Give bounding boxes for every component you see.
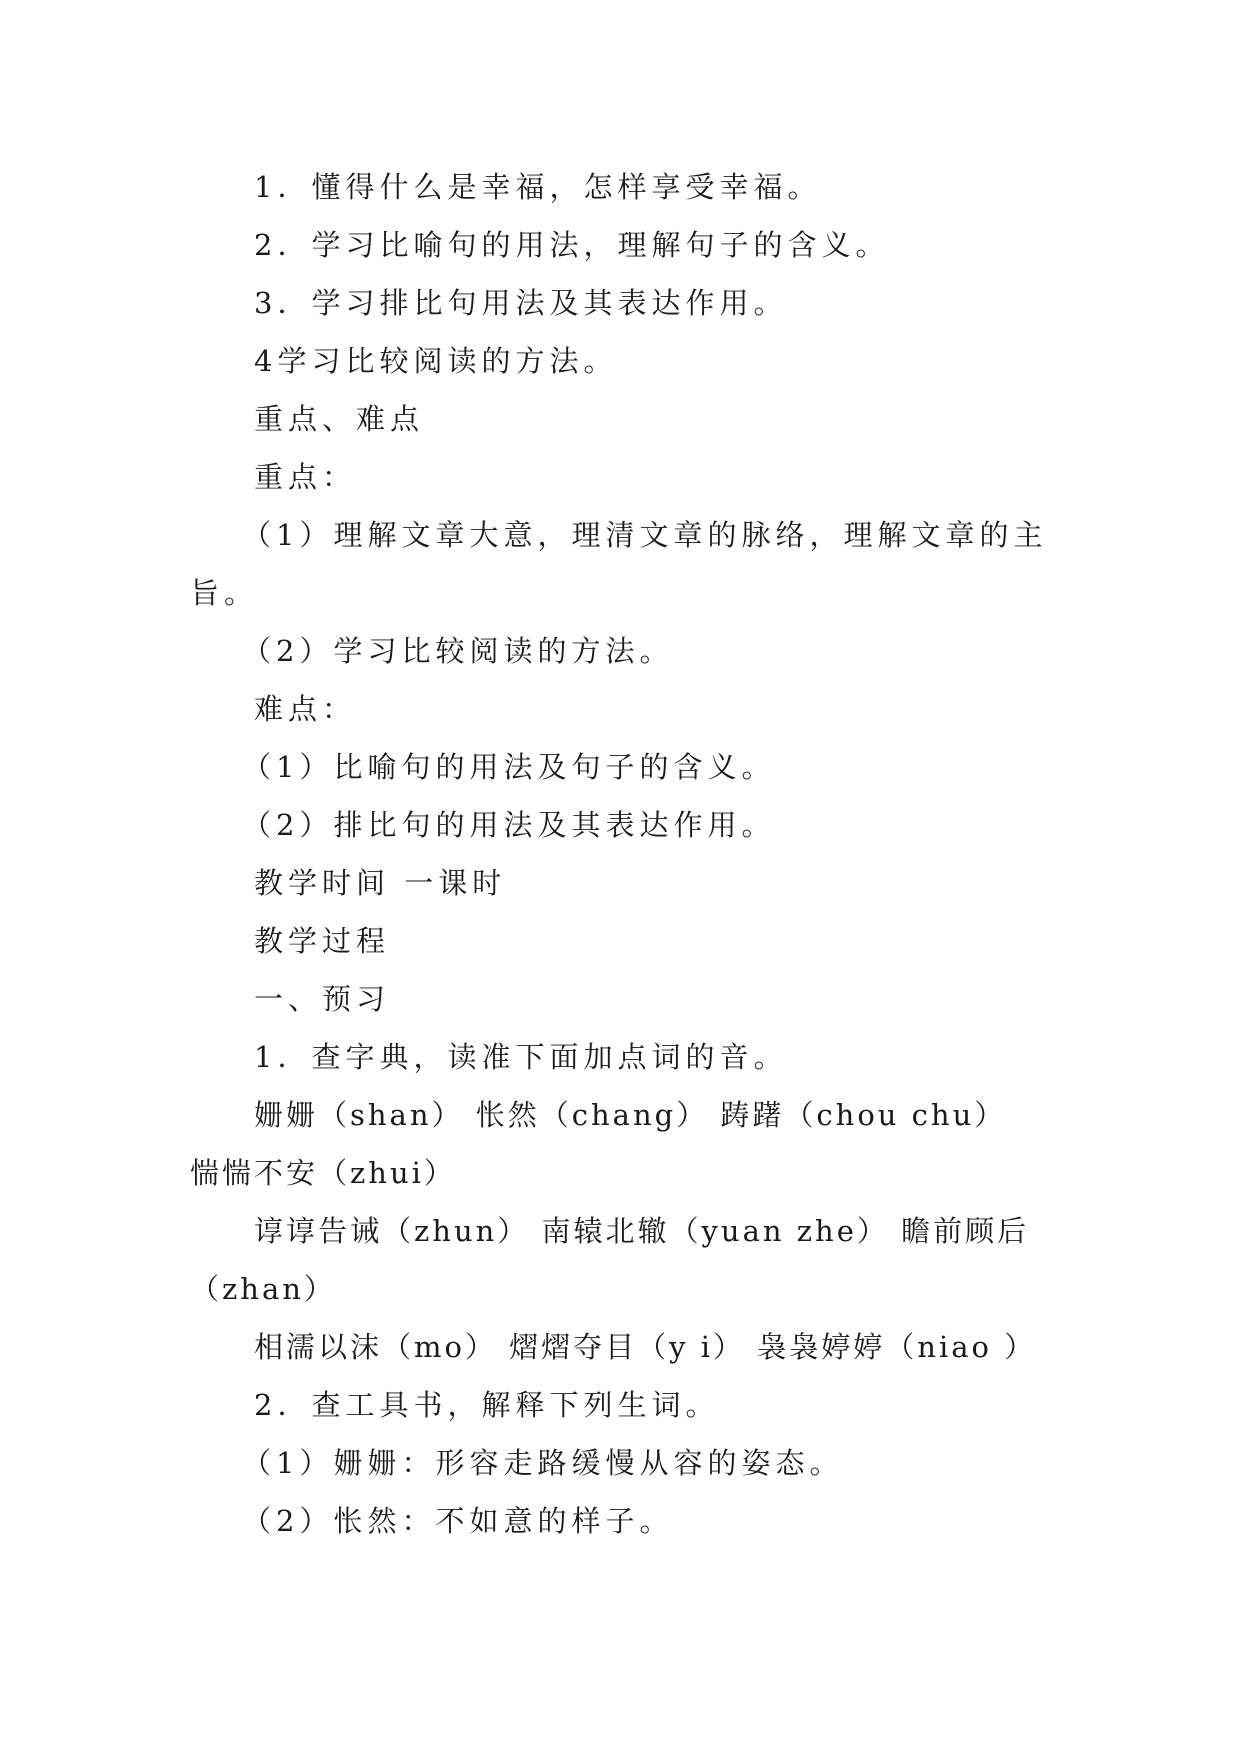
definition-1: （1）姗姗：形容走路缓慢从容的姿态。 bbox=[242, 1446, 844, 1480]
difficult-points-label: 难点： bbox=[254, 692, 357, 726]
objective-2: 2．学习比喻句的用法，理解句子的含义。 bbox=[254, 228, 890, 262]
pinyin-line-1: 姗姗（shan） 怅然（chang） 踌躇（chou chu） 惴惴不安（zhui） bbox=[190, 1098, 1007, 1190]
objective-4: 4学习比较阅读的方法。 bbox=[254, 344, 618, 378]
difficult-point-2: （2）排比句的用法及其表达作用。 bbox=[242, 808, 776, 842]
key-point-2: （2）学习比较阅读的方法。 bbox=[242, 634, 674, 668]
difficult-point-1: （1）比喻句的用法及句子的含义。 bbox=[242, 750, 776, 784]
pinyin-line-2: 谆谆告诫（zhun） 南辕北辙（yuan zhe） 瞻前顾后（zhan） bbox=[190, 1214, 1030, 1306]
objective-1: 1．懂得什么是幸福，怎样享受幸福。 bbox=[254, 170, 822, 204]
key-points-label: 重点： bbox=[254, 460, 357, 494]
teaching-process-heading: 教学过程 bbox=[254, 924, 391, 958]
preview-heading: 一、预习 bbox=[254, 982, 391, 1016]
pinyin-line-3: 相濡以沫（mo） 熠熠夺目（y i） 袅袅婷婷（niao ） bbox=[254, 1330, 1037, 1364]
teaching-time: 教学时间 一课时 bbox=[254, 866, 507, 900]
preview-task-1: 1．查字典，读准下面加点词的音。 bbox=[254, 1040, 788, 1074]
preview-task-2: 2．查工具书，解释下列生词。 bbox=[254, 1388, 720, 1422]
section-heading-key-points: 重点、难点 bbox=[254, 402, 425, 436]
document-body bbox=[190, 158, 1050, 1550]
key-point-1: （1）理解文章大意，理清文章的脉络，理解文章的主旨。 bbox=[190, 518, 1048, 610]
definition-2: （2）怅然：不如意的样子。 bbox=[242, 1504, 674, 1538]
objective-3: 3．学习排比句用法及其表达作用。 bbox=[254, 286, 788, 320]
